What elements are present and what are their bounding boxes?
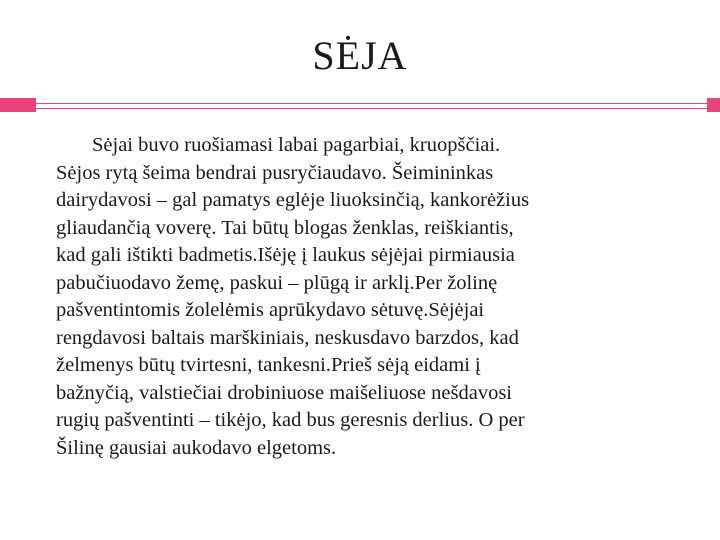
title-divider-line bbox=[36, 103, 720, 104]
title-accent-block bbox=[0, 98, 36, 112]
slide-title: SĖJA bbox=[312, 33, 408, 78]
title-divider-line-lower bbox=[36, 108, 720, 109]
body-paragraph: Sėjai buvo ruošiamasi labai pagarbiai, kruopščiai. Sėjos rytą šeima bendrai pusryčiaudavo. Šeimininkas dairydavosi – gal pamatys eglėje liuoksinčią, kankorėžius gliaudančią voverę. Tai būtų blogas ženklas, reiškiantis, kad gali ištikti badmetis.Išėję į laukus sėjėjai pirmiausia pabučiuodavo žemę, paskui – plūgą ir arklį.Per žolinę pašventintomis žolelėmis aprūkydavo sėtuvę.Sėjėjai rengdavosi baltais marškiniais, neskusdavo barzdos, kad želmenys būtų tvirtesni, tankesni.Prieš sėją eidami į bažnyčią, valstiečiai drobiniuose maišeliuose nešdavosi rugių pašventinti – tikėjo, kad bus geresnis derlius. O per Šilinę gausiai aukodavo elgetoms. bbox=[56, 134, 530, 459]
title-accent-end-block bbox=[707, 98, 720, 112]
